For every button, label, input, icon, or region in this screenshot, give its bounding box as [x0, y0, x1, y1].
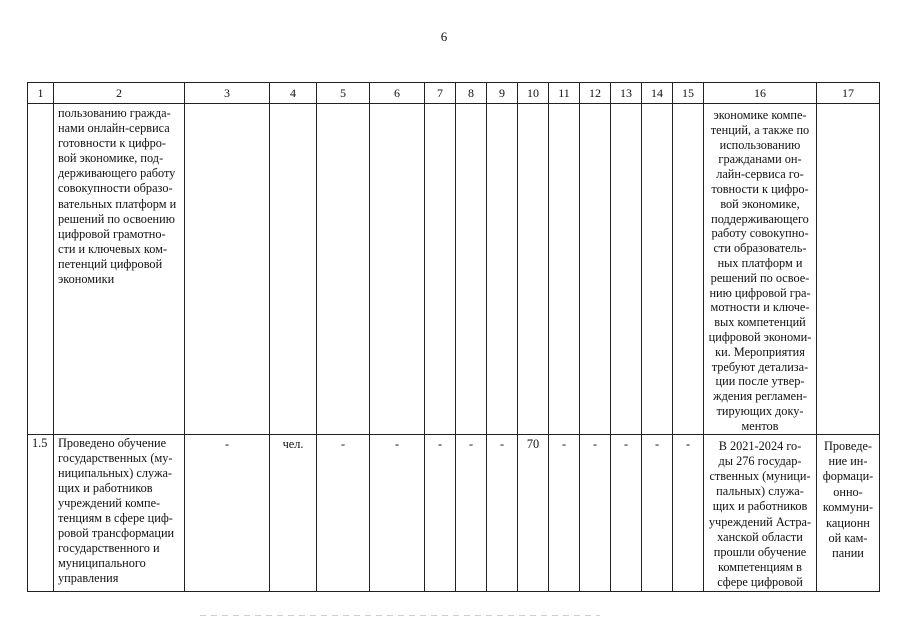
cell-col-4 — [270, 434, 317, 591]
text-line: ных платформ и — [717, 255, 803, 270]
text-line: держивающего работу — [58, 166, 176, 181]
text-line: лайн-сервиса го- — [716, 167, 804, 182]
cell-col-9 — [487, 104, 518, 435]
cell-value: - — [468, 436, 474, 451]
cell-col-8 — [456, 104, 487, 435]
text-line: решений по освое- — [710, 270, 810, 285]
column-header-11: 11 — [549, 83, 580, 104]
text-line: тенциям в сфере циф- — [58, 511, 173, 525]
text-line: тенций, а также по — [710, 122, 810, 137]
cell-value: - — [437, 436, 443, 451]
text-line: нию цифровой гра- — [709, 285, 811, 300]
text-line: вой экономике, — [720, 196, 800, 211]
text-line: пании — [832, 546, 864, 561]
cell-col-3 — [185, 434, 270, 591]
cell-col-10 — [518, 104, 549, 435]
cell-col-3 — [185, 104, 270, 435]
cell-value: - — [499, 436, 505, 451]
text-line: управления — [58, 571, 119, 586]
text-line: Проведе- — [823, 438, 873, 453]
cell-col-9 — [487, 434, 518, 591]
text-line: нами онлайн-сервиса — [58, 121, 170, 136]
cell-value: чел. — [282, 436, 304, 451]
cell-col-16 — [704, 434, 817, 591]
cell-col-17 — [817, 434, 880, 591]
cell-col-7 — [425, 104, 456, 435]
cell-col-6 — [370, 104, 425, 435]
text-line: ниципальных) служа- — [58, 465, 173, 480]
cell-col-13 — [611, 104, 642, 435]
text-line: государственного и — [58, 541, 160, 556]
table-body — [28, 83, 880, 592]
text-line: готовности к цифро- — [58, 136, 166, 151]
text-line: ой кам- — [828, 530, 868, 545]
column-header-13: 13 — [611, 83, 642, 104]
cell-value: - — [654, 436, 660, 451]
table-row — [28, 104, 880, 435]
text-line: вой экономике, под- — [58, 151, 164, 166]
cell-col-13 — [611, 434, 642, 591]
cell-col-15 — [673, 104, 704, 435]
cell-col-11 — [549, 434, 580, 591]
text-line: поддерживающего — [711, 211, 809, 226]
cell-value: - — [685, 436, 691, 451]
table-row — [28, 434, 880, 591]
text-line: требуют детализа- — [711, 359, 809, 374]
cell-col-6 — [370, 434, 425, 591]
text-line: прошли обучение — [713, 544, 807, 559]
text-line: ды 276 государ- — [718, 453, 802, 468]
cell-col-1 — [28, 104, 54, 435]
text-line: государственных (му- — [58, 450, 173, 465]
cell-value: 70 — [526, 436, 540, 451]
text-line: цифровой экономи- — [708, 329, 812, 344]
text-line: решений по освоению — [58, 211, 175, 226]
text-line: В 2021-2024 го- — [718, 438, 802, 453]
text-line: товности к цифро- — [711, 181, 809, 196]
scan-artifact-line — [200, 615, 600, 616]
cell-col-1 — [28, 434, 54, 591]
cell-col-15 — [673, 434, 704, 591]
column-header-5: 5 — [317, 83, 370, 104]
text-line: учреждений компе- — [58, 495, 161, 510]
text-line: вательных платформ и — [58, 196, 177, 211]
cell-col-5 — [317, 104, 370, 435]
text-line: использованию — [719, 137, 801, 152]
column-header-17: 17 — [817, 83, 880, 104]
column-header-3: 3 — [185, 83, 270, 104]
cell-col-10 — [518, 434, 549, 591]
column-header-8: 8 — [456, 83, 487, 104]
page-number: 6 — [440, 29, 448, 44]
cell-value: - — [394, 436, 400, 451]
text-line: мотности и ключе- — [710, 300, 810, 315]
text-line: ции после утвер- — [715, 374, 805, 389]
text-line: ждения регламен- — [713, 389, 807, 404]
text-line: ханской области — [717, 529, 803, 544]
cell-value: - — [592, 436, 598, 451]
text-line: гражданами он- — [718, 152, 802, 167]
column-header-9: 9 — [487, 83, 518, 104]
cell-col-8 — [456, 434, 487, 591]
row-number: 1.5 — [32, 435, 48, 450]
text-line: тирующих доку- — [716, 403, 804, 418]
cell-col-7 — [425, 434, 456, 591]
text-line: ственных (муници- — [709, 468, 811, 483]
text-line: ние ин- — [828, 453, 868, 468]
text-line: петенций цифровой — [58, 256, 163, 271]
text-line: совокупности образо- — [58, 181, 173, 196]
column-header-10: 10 — [518, 83, 549, 104]
column-header-1: 1 — [28, 83, 54, 104]
cell-col-14 — [642, 104, 673, 435]
text-line: сти образователь- — [713, 241, 807, 256]
column-header-7: 7 — [425, 83, 456, 104]
text-line: коммуни- — [822, 500, 874, 515]
cell-col-14 — [642, 434, 673, 591]
text-line: онно- — [833, 484, 863, 499]
column-header-6: 6 — [370, 83, 425, 104]
cell-col-17 — [817, 104, 880, 435]
text-line: сфере цифровой — [717, 575, 803, 590]
column-header-4: 4 — [270, 83, 317, 104]
text-line: щих и работников — [58, 480, 153, 495]
data-table — [27, 82, 880, 592]
text-line: ровой трансформации — [58, 526, 175, 541]
text-line: Проведено обучение — [58, 435, 167, 450]
column-header-14: 14 — [642, 83, 673, 104]
text-line: формаци- — [822, 469, 874, 484]
text-line: муниципального — [58, 556, 146, 571]
cell-col-5 — [317, 434, 370, 591]
cell-col-16 — [704, 104, 817, 435]
text-line: экономике компе- — [713, 108, 807, 122]
cell-col-11 — [549, 104, 580, 435]
cell-col-12 — [580, 104, 611, 435]
cell-col-2 — [54, 104, 185, 435]
cell-value: - — [340, 436, 346, 451]
text-line: цифровой грамотно- — [58, 226, 166, 241]
column-header-2: 2 — [54, 83, 185, 104]
text-line: ментов — [741, 418, 779, 433]
text-line: ки. Мероприятия — [715, 344, 805, 359]
text-line: работу совокупно- — [711, 226, 809, 241]
text-line: кационн — [826, 515, 870, 530]
text-line: пальных) служа- — [716, 484, 804, 499]
cell-col-4 — [270, 104, 317, 435]
table-header-row — [28, 83, 880, 104]
cell-value: - — [224, 436, 230, 451]
cell-col-12 — [580, 434, 611, 591]
text-line: компетенциям в — [718, 560, 802, 575]
cell-col-2 — [54, 434, 185, 591]
column-header-15: 15 — [673, 83, 704, 104]
column-header-12: 12 — [580, 83, 611, 104]
cell-value: - — [623, 436, 629, 451]
text-line: вых компетенций — [714, 315, 806, 330]
text-line: щих и работников — [712, 499, 808, 514]
text-line: пользованию гражда- — [58, 106, 171, 120]
column-header-16: 16 — [704, 83, 817, 104]
text-line: сти и ключевых ком- — [58, 241, 168, 256]
text-line: экономики — [58, 272, 115, 287]
cell-value: - — [561, 436, 567, 451]
text-line: учреждений Астра- — [708, 514, 812, 529]
